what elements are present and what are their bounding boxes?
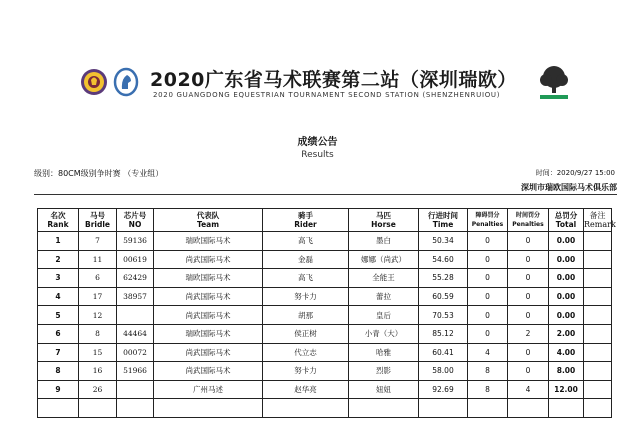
time-penalty-cell: 4 xyxy=(508,380,549,399)
chip-cell xyxy=(117,306,154,325)
rank-cell xyxy=(38,399,79,418)
rider-cell: 努卡力 xyxy=(263,362,349,381)
horse-head-logo-icon xyxy=(113,67,139,97)
chip-cell: 38957 xyxy=(117,287,154,306)
rank-cell: 6 xyxy=(38,324,79,343)
obstacle-penalty-cell: 0 xyxy=(468,269,508,288)
bridle-cell: 16 xyxy=(79,362,117,381)
bridle-cell: 26 xyxy=(79,380,117,399)
horse-cell: 皇后 xyxy=(349,306,419,325)
obstacle-penalty-cell: 0 xyxy=(468,306,508,325)
table-row xyxy=(38,343,612,362)
remark-cell xyxy=(584,362,612,381)
time-penalty-cell: 0 xyxy=(508,287,549,306)
table-row xyxy=(38,269,612,288)
time-cell: 60.41 xyxy=(419,343,468,362)
rider-cell: 赵华亮 xyxy=(263,380,349,399)
obstacle-penalty-cell: 0 xyxy=(468,250,508,269)
obstacle-penalty-cell: 0 xyxy=(468,287,508,306)
time-cell: 58.00 xyxy=(419,362,468,381)
association-emblem-icon xyxy=(80,68,108,96)
time-cell xyxy=(419,399,468,418)
total-cell: 0.00 xyxy=(549,287,584,306)
divider xyxy=(34,194,617,195)
team-cell xyxy=(154,399,263,418)
club-tree-logo-icon xyxy=(536,64,572,102)
time-penalty-cell: 0 xyxy=(508,362,549,381)
time-cell: 60.59 xyxy=(419,287,468,306)
remark-cell xyxy=(584,306,612,325)
team-cell: 尚武国际马术 xyxy=(154,306,263,325)
team-cell: 广州马述 xyxy=(154,380,263,399)
horse-cell xyxy=(349,399,419,418)
chip-cell: 44464 xyxy=(117,324,154,343)
time-penalty-cell: 0 xyxy=(508,269,549,288)
remark-cell xyxy=(584,287,612,306)
rank-cell: 2 xyxy=(38,250,79,269)
time-penalty-cell: 0 xyxy=(508,250,549,269)
rank-cell: 9 xyxy=(38,380,79,399)
time-cell: 55.28 xyxy=(419,269,468,288)
col-header-time: 行进时间 Time xyxy=(419,209,468,232)
total-cell: 12.00 xyxy=(549,380,584,399)
col-header-horse: 马匹 Horse xyxy=(349,209,419,232)
total-cell: 0.00 xyxy=(549,269,584,288)
table-row xyxy=(38,399,612,418)
time-label: 时间：2020/9/27 15:00 xyxy=(535,169,615,177)
team-cell: 瑞欧国际马术 xyxy=(154,232,263,251)
bridle-cell xyxy=(79,399,117,418)
chip-cell xyxy=(117,399,154,418)
chip-cell: 00072 xyxy=(117,343,154,362)
remark-cell xyxy=(584,343,612,362)
rider-cell: 高飞 xyxy=(263,269,349,288)
rank-cell: 4 xyxy=(38,287,79,306)
col-header-rank: 名次 Rank xyxy=(38,209,79,232)
col-header-chip-no: 芯片号 NO xyxy=(117,209,154,232)
chip-cell: 62429 xyxy=(117,269,154,288)
team-cell: 瑞欧国际马术 xyxy=(154,269,263,288)
col-header-team: 代表队 Team xyxy=(154,209,263,232)
bridle-cell: 17 xyxy=(79,287,117,306)
bridle-cell: 12 xyxy=(79,306,117,325)
col-header-total: 总罚分 Total xyxy=(549,209,584,232)
bridle-cell: 7 xyxy=(79,232,117,251)
time-cell: 92.69 xyxy=(419,380,468,399)
class-label: 级别：80CM级别争时赛 （专业组） xyxy=(34,169,164,178)
rider-cell: 努卡力 xyxy=(263,287,349,306)
team-cell: 尚武国际马术 xyxy=(154,287,263,306)
rank-cell: 3 xyxy=(38,269,79,288)
table-row xyxy=(38,232,612,251)
table-row xyxy=(38,324,612,343)
col-header-rider: 骑手 Rider xyxy=(263,209,349,232)
bridle-cell: 15 xyxy=(79,343,117,362)
rider-cell xyxy=(263,399,349,418)
horse-cell: 妞妞 xyxy=(349,380,419,399)
remark-cell xyxy=(584,380,612,399)
obstacle-penalty-cell: 8 xyxy=(468,362,508,381)
obstacle-penalty-cell xyxy=(468,399,508,418)
rank-cell: 5 xyxy=(38,306,79,325)
chip-cell xyxy=(117,380,154,399)
total-cell: 8.00 xyxy=(549,362,584,381)
table-row xyxy=(38,287,612,306)
obstacle-penalty-cell: 4 xyxy=(468,343,508,362)
obstacle-penalty-cell: 0 xyxy=(468,232,508,251)
time-penalty-cell: 0 xyxy=(508,306,549,325)
team-cell: 尚武国际马术 xyxy=(154,362,263,381)
horse-cell: 哈雅 xyxy=(349,343,419,362)
bridle-cell: 6 xyxy=(79,269,117,288)
chip-cell: 51966 xyxy=(117,362,154,381)
results-notice-title: 成绩公告 xyxy=(297,137,338,148)
horse-cell: 烈影 xyxy=(349,362,419,381)
table-row xyxy=(38,306,612,325)
horse-cell: 全能王 xyxy=(349,269,419,288)
remark-cell xyxy=(584,399,612,418)
team-cell: 尚武国际马术 xyxy=(154,250,263,269)
event-subtitle: 2020 GUANGDONG EQUESTRIAN TOURNAMENT SECOND STATION (SHENZHENRUIOU) xyxy=(153,91,501,99)
obstacle-penalty-cell: 0 xyxy=(468,324,508,343)
col-header-time-penalties: 时间罚分 Penalties xyxy=(508,209,549,232)
time-penalty-cell xyxy=(508,399,549,418)
total-cell: 0.00 xyxy=(549,250,584,269)
horse-cell: 墨白 xyxy=(349,232,419,251)
obstacle-penalty-cell: 8 xyxy=(468,380,508,399)
total-cell: 0.00 xyxy=(549,306,584,325)
event-title: 2020广东省马术联赛第二站（深圳瑞欧） xyxy=(150,69,517,91)
chip-cell: 59136 xyxy=(117,232,154,251)
remark-cell xyxy=(584,250,612,269)
event-header xyxy=(0,62,635,106)
col-header-bridle: 马号 Bridle xyxy=(79,209,117,232)
time-penalty-cell: 0 xyxy=(508,343,549,362)
total-cell xyxy=(549,399,584,418)
remark-cell xyxy=(584,232,612,251)
table-row xyxy=(38,250,612,269)
time-penalty-cell: 2 xyxy=(508,324,549,343)
results-notice-subtitle: Results xyxy=(301,150,334,160)
horse-cell: 蕾拉 xyxy=(349,287,419,306)
bridle-cell: 11 xyxy=(79,250,117,269)
time-cell: 54.60 xyxy=(419,250,468,269)
table-row xyxy=(38,380,612,399)
results-table xyxy=(37,208,616,418)
horse-cell: 小青（大） xyxy=(349,324,419,343)
chip-cell: 00619 xyxy=(117,250,154,269)
table-row xyxy=(38,362,612,381)
horse-cell: 娜娜（尚武） xyxy=(349,250,419,269)
rank-cell: 8 xyxy=(38,362,79,381)
results-body xyxy=(38,232,612,418)
remark-cell xyxy=(584,269,612,288)
col-header-obstacle-penalties: 障碍罚分 Penalties xyxy=(468,209,508,232)
time-cell: 50.34 xyxy=(419,232,468,251)
remark-cell xyxy=(584,324,612,343)
time-cell: 85.12 xyxy=(419,324,468,343)
rider-cell: 金磊 xyxy=(263,250,349,269)
rank-cell: 1 xyxy=(38,232,79,251)
rider-cell: 高飞 xyxy=(263,232,349,251)
rider-cell: 胡那 xyxy=(263,306,349,325)
club-name: 深圳市瑞欧国际马术俱乐部 xyxy=(521,183,617,192)
time-penalty-cell: 0 xyxy=(508,232,549,251)
team-cell: 瑞欧国际马术 xyxy=(154,324,263,343)
rider-cell: 代立志 xyxy=(263,343,349,362)
rank-cell: 7 xyxy=(38,343,79,362)
rider-cell: 侯正树 xyxy=(263,324,349,343)
bridle-cell: 8 xyxy=(79,324,117,343)
time-cell: 70.53 xyxy=(419,306,468,325)
total-cell: 0.00 xyxy=(549,232,584,251)
table-header-row xyxy=(38,209,612,232)
team-cell: 尚武国际马术 xyxy=(154,343,263,362)
total-cell: 4.00 xyxy=(549,343,584,362)
col-header-remark: 备注 Remark xyxy=(584,209,612,232)
total-cell: 2.00 xyxy=(549,324,584,343)
